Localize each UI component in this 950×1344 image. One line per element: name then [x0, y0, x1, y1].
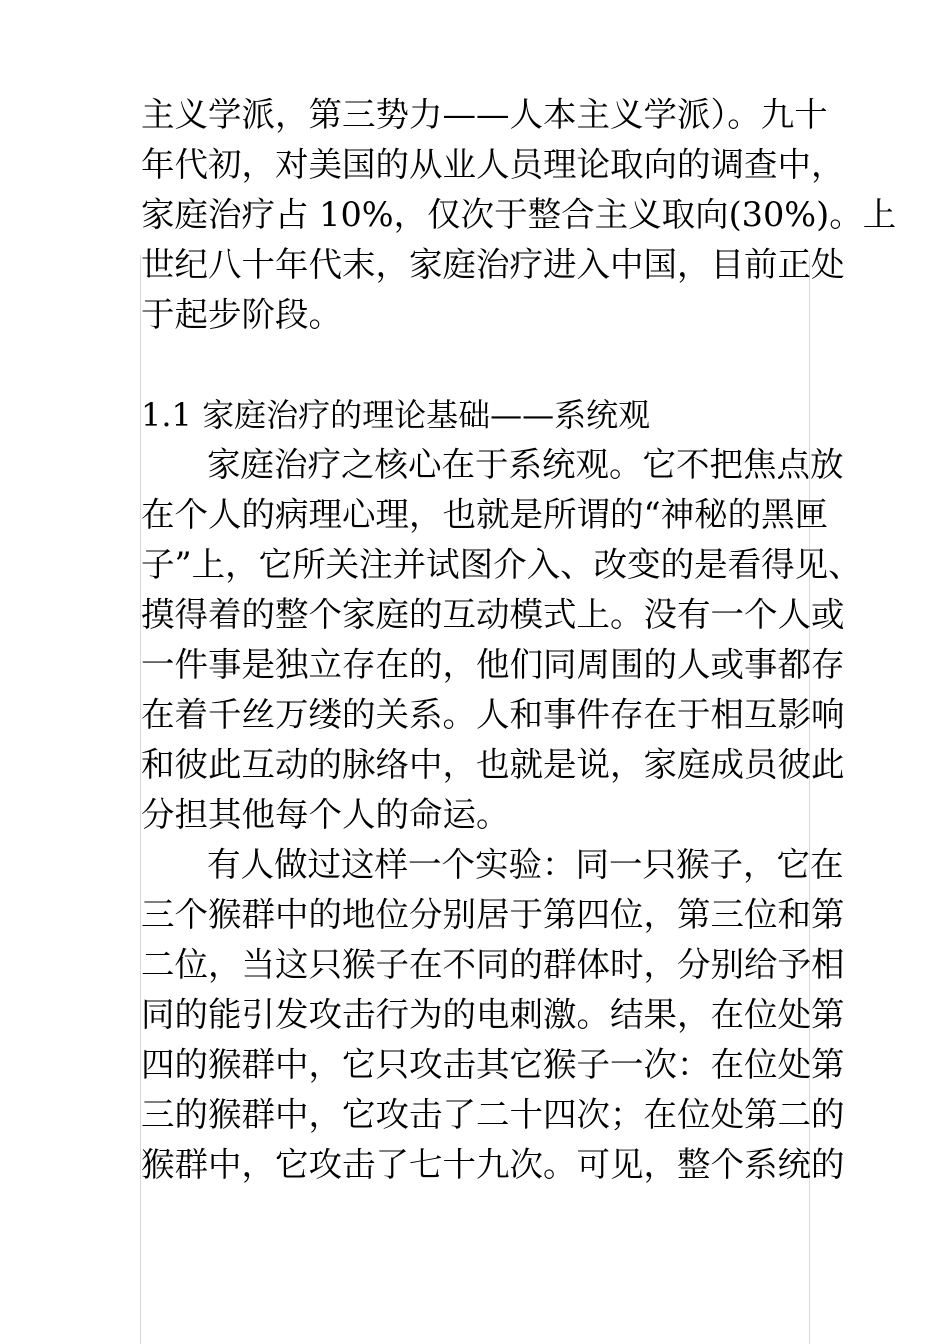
text-line: 在着千丝万缕的关系。人和事件存在于相互影响 — [141, 695, 845, 734]
text-line: 世纪八十年代末，家庭治疗进入中国，目前正处 — [141, 245, 845, 284]
text-line: 三的猴群中，它攻击了二十四次；在位处第二的 — [141, 1095, 845, 1134]
text-line: 三个猴群中的地位分别居于第四位，第三位和第 — [141, 895, 845, 934]
text-line: 猴群中，它攻击了七十九次。可见，整个系统的 — [141, 1145, 845, 1184]
intro-paragraph — [141, 90, 897, 340]
section-heading: 1.1 家庭治疗的理论基础——系统观 — [141, 396, 651, 434]
text-line: 一件事是独立存在的，他们同周围的人或事都存 — [141, 645, 845, 684]
paragraph-monkey-experiment — [141, 840, 845, 1190]
text-line: 二位，当这只猴子在不同的群体时，分别给予相 — [141, 945, 845, 984]
text-line: 年代初，对美国的从业人员理论取向的调查中， — [141, 145, 845, 184]
text-line: 和彼此互动的脉络中，也就是说，家庭成员彼此 — [141, 745, 845, 784]
document-body — [141, 90, 897, 1190]
text-line: 在个人的病理心理，也就是所谓的“神秘的黑匣 — [141, 495, 829, 534]
text-line: 同的能引发攻击行为的电刺激。结果，在位处第 — [141, 995, 845, 1034]
text-line: 摸得着的整个家庭的互动模式上。没有一个人或 — [141, 595, 845, 634]
text-line: 有人做过这样一个实验：同一只猴子，它在 — [207, 845, 844, 884]
text-line: 于起步阶段。 — [141, 295, 342, 334]
text-line: 子”上，它所关注并试图介入、改变的是看得见、 — [141, 545, 862, 584]
text-line: 四的猴群中，它只攻击其它猴子一次：在位处第 — [141, 1045, 845, 1084]
paragraph-system-view — [141, 440, 862, 840]
text-line: 家庭治疗占 10%，仅次于整合主义取向(30%)。上 — [141, 195, 897, 234]
text-line: 主义学派，第三势力——人本主义学派）。九十 — [141, 95, 828, 134]
text-line: 家庭治疗之核心在于系统观。它不把焦点放 — [207, 445, 844, 484]
blank-line — [141, 340, 813, 390]
text-line: 分担其他每个人的命运。 — [141, 795, 510, 834]
